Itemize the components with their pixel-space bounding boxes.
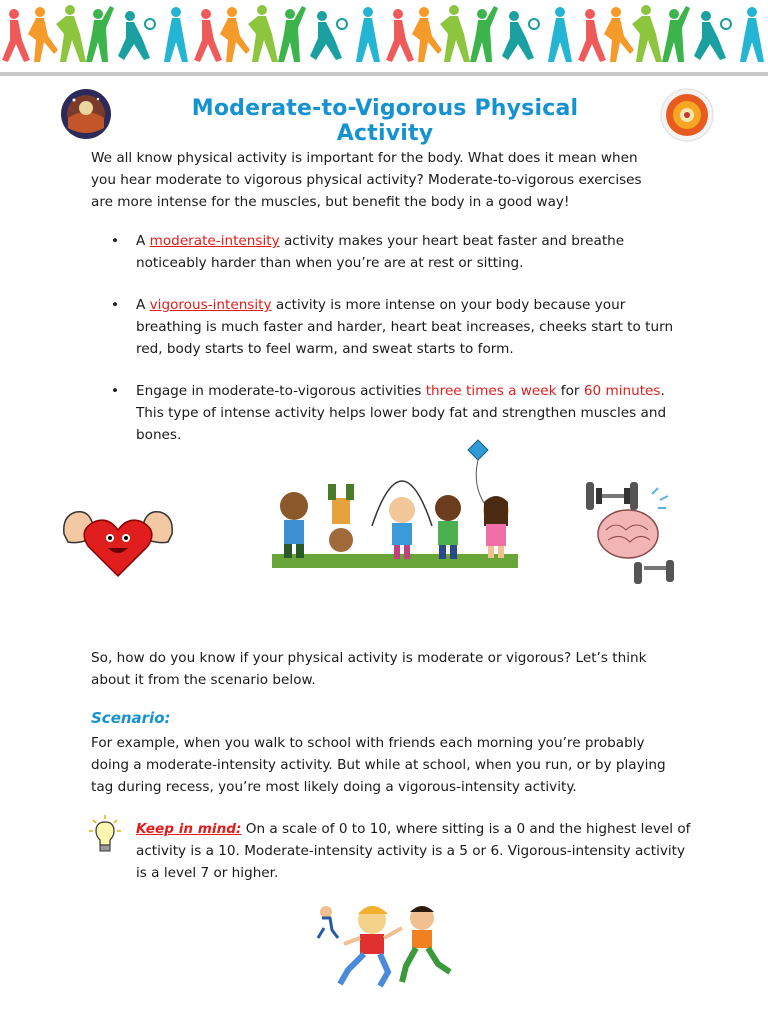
galaxy-globe-logo (60, 88, 112, 140)
keep-in-mind-note (136, 818, 696, 884)
bullet-3-mid: for (556, 383, 584, 399)
bullet-dot-icon: • (111, 297, 120, 313)
page-title: Moderate-to-Vigorous Physical Activity (191, 96, 579, 146)
bullet-2-text: activity is more intense on your body because your breathing is much faster and harder, heart beat increases, cheeks start to turn red, body starts to feel warm, and sweat starts to form. (136, 297, 674, 357)
bullet-moderate (91, 230, 691, 274)
bullet-dot-icon: • (111, 233, 120, 249)
kids-running-illustration (310, 898, 460, 990)
intro-line-3: are more intense for the muscles, but benefit the body in a good way! (91, 194, 570, 210)
scenario-heading: Scenario: (91, 709, 171, 727)
duration-highlight: 60 minutes (583, 383, 661, 399)
question-line-2: about it from the scenario below. (91, 672, 316, 688)
bullet-1-text: activity makes your heart beat faster and breathe noticeably harder than when you’re are at rest or sitting. (136, 233, 625, 271)
intro-line-2: you hear moderate to vigorous physical activity? Moderate-to-vigorous exercises (91, 172, 642, 188)
brain-lifting-weights-illustration (578, 474, 678, 586)
activity-bullet-list (91, 230, 691, 466)
bullet-2-prefix: A (136, 297, 150, 313)
vigorous-intensity-link[interactable]: vigorous-intensity (149, 297, 272, 313)
lightbulb-icon (88, 814, 122, 854)
keep-in-mind-label: Keep in mind: (136, 821, 242, 837)
title-row (0, 88, 768, 146)
scenario-line-2: doing a moderate-intensity activity. But while at school, when you run, or by playing (91, 757, 666, 773)
scenario-line-3: tag during recess, you’re most likely doing a vigorous-intensity activity. (91, 779, 577, 795)
bullet-3-prefix: Engage in moderate-to-vigorous activities (136, 383, 426, 399)
question-line-1: So, how do you know if your physical activity is moderate or vigorous? Let’s think (91, 650, 647, 666)
scenario-paragraph (91, 732, 691, 798)
kids-exercising-illustration (272, 436, 522, 570)
sports-silhouettes-banner (0, 0, 768, 80)
intro-paragraph (91, 147, 691, 213)
bullet-3-text: . This type of intense activity helps lower body fat and strengthen muscles and bones. (136, 383, 667, 443)
keep-in-mind-text: On a scale of 0 to 10, where sitting is a 0 and the highest level of activity is a 10. Moderate-intensity activity is a 5 or 6. Vigorous-intensity activity is a level 7 or higher. (136, 821, 691, 881)
moderate-intensity-link[interactable]: moderate-intensity (149, 233, 280, 249)
bullet-1-prefix: A (136, 233, 150, 249)
question-paragraph (91, 647, 691, 691)
scenario-line-1: For example, when you walk to school with friends each morning you’re probably (91, 735, 645, 751)
sun-fire-logo (660, 88, 714, 142)
intro-line-1: We all know physical activity is important for the body. What does it mean when (91, 150, 638, 166)
strong-heart-icon (58, 500, 178, 580)
bullet-vigorous (91, 294, 691, 360)
bullet-dot-icon: • (111, 383, 120, 399)
frequency-highlight: three times a week (425, 383, 557, 399)
